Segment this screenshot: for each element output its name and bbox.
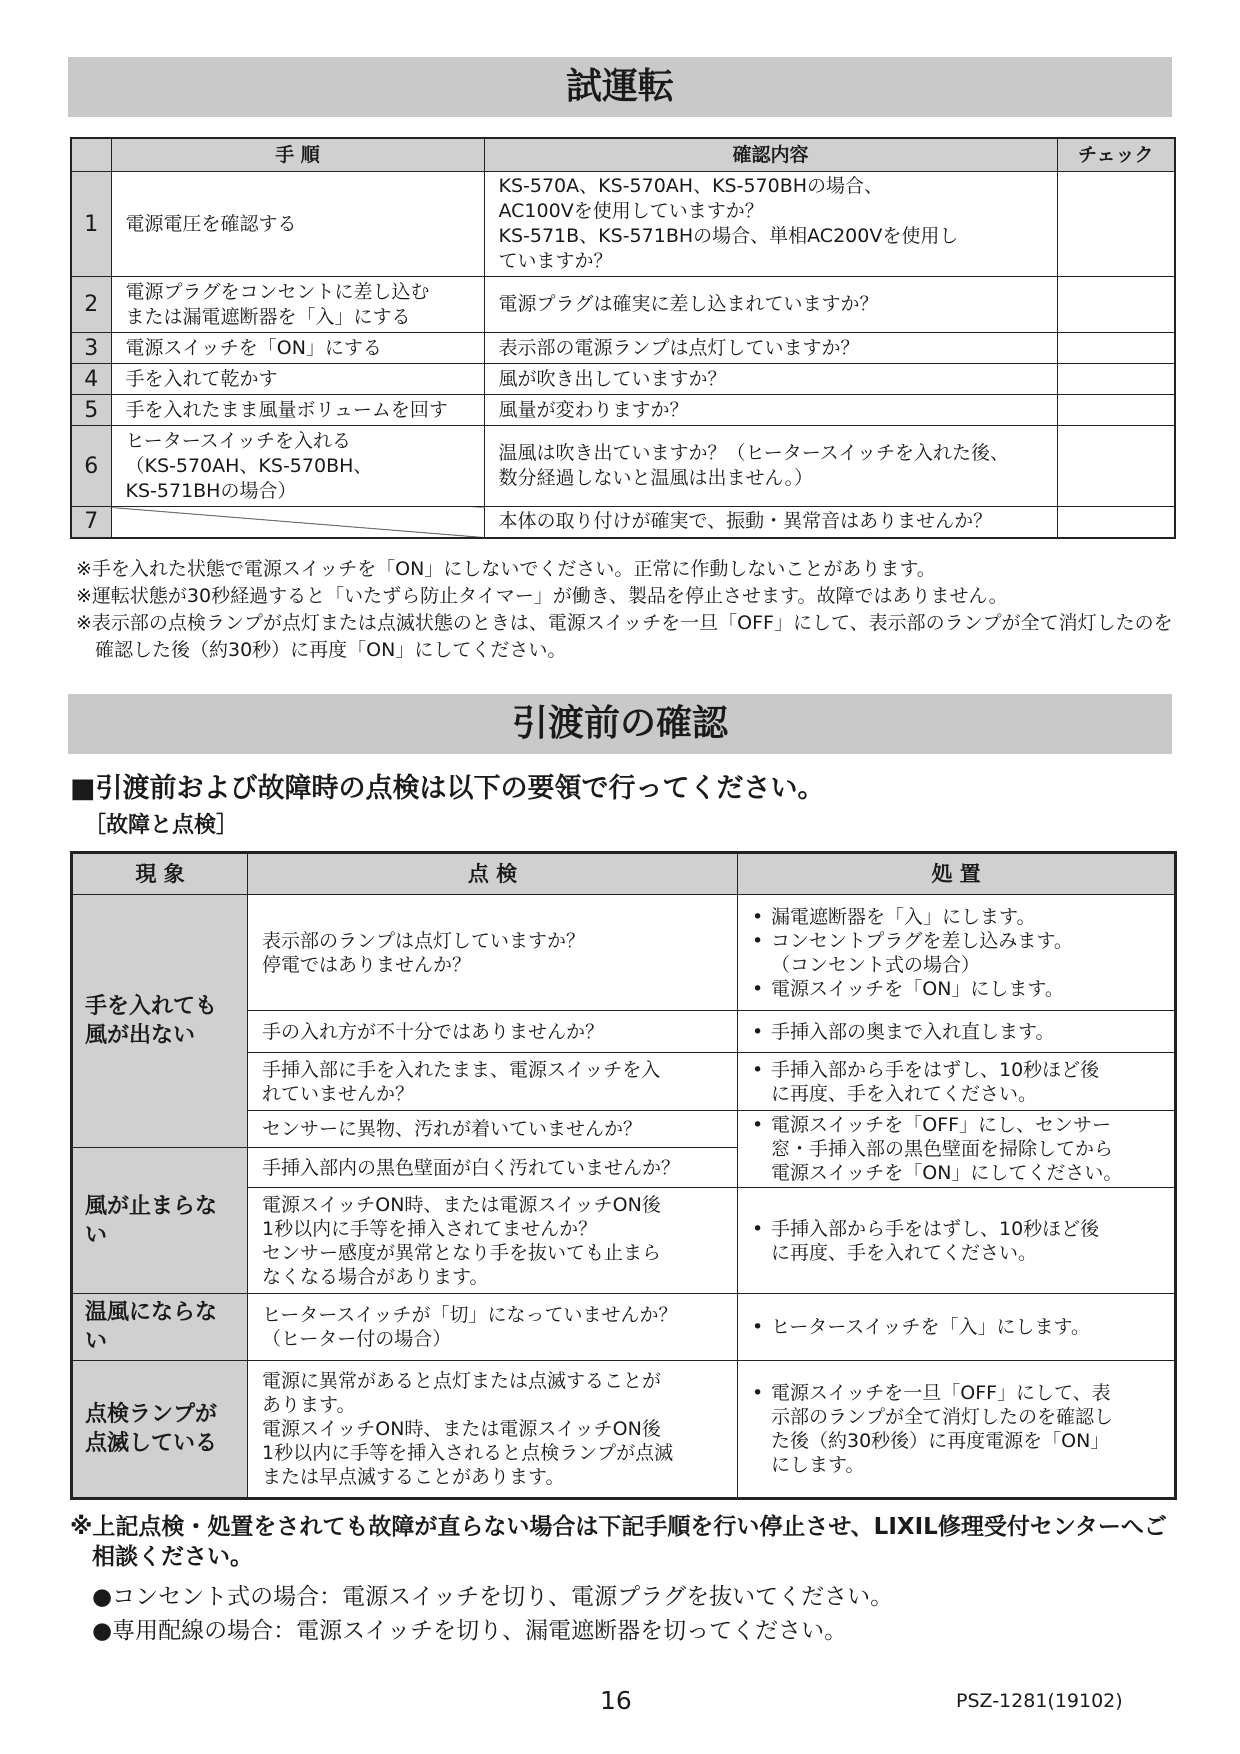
- confirmation-line: KS-570A、KS-570AH、KS-570BHの場合、: [498, 175, 884, 197]
- inspection-line: 電源スイッチON時、または電源スイッチON後: [262, 1418, 661, 1440]
- header-action: 処 置: [738, 853, 1176, 895]
- step-line: または漏電遮断器を「入」にする: [125, 305, 411, 328]
- inspection-line: 手挿入部内の黒色壁面が白く汚れていませんか？: [262, 1156, 681, 1179]
- confirmation-cell: [484, 426, 1057, 507]
- symptom-line: 手を入れても: [85, 994, 218, 1019]
- row-number: 2: [71, 277, 111, 333]
- header-inspection: 点 検: [248, 853, 738, 895]
- table-row: [71, 277, 1175, 333]
- confirmation-line: ていますか？: [498, 250, 613, 272]
- symptom-cell: [72, 1148, 248, 1294]
- inspection-line: あります。: [262, 1394, 356, 1416]
- action-bullet-cont: た後（約30秒後）に再度電源を「ON」: [771, 1430, 1110, 1452]
- confirmation-cell: [484, 172, 1057, 277]
- step-cell: [111, 277, 484, 333]
- row-number: 5: [71, 395, 111, 426]
- action-cell: [738, 1011, 1176, 1053]
- troubleshooting-table: [70, 851, 1177, 1500]
- table-row: [72, 1361, 1176, 1499]
- confirmation-line: 表示部の電源ランプは点灯していますか？: [498, 336, 860, 359]
- action-bullet-cont: （コンセント式の場合）: [771, 953, 981, 976]
- inspection-line: （ヒーター付の場合）: [262, 1328, 452, 1350]
- inspection-line: または早点滅することがあります。: [262, 1466, 565, 1488]
- step-cell: [111, 333, 484, 364]
- confirmation-line: 本体の取り付けが確実で、振動・異常音はありませんか？: [498, 510, 993, 533]
- check-box-cell[interactable]: [1057, 172, 1175, 277]
- confirmation-cell: [484, 395, 1057, 426]
- test-run-table: [70, 137, 1176, 539]
- action-bullet-cont: 窓・手挿入部の黒色壁面を掃除してから: [771, 1138, 1114, 1160]
- row-number: 4: [71, 364, 111, 395]
- confirmation-line: 数分経過しないと温風は出ません。）: [498, 467, 814, 489]
- inspection-line: 手の入れ方が不十分ではありませんか？: [262, 1020, 605, 1043]
- symptom-line: 点検ランプが: [85, 1402, 218, 1427]
- section-heading: ■引渡前および故障時の点検は以下の要領で行ってください。: [70, 773, 825, 804]
- inspection-cell: [248, 1011, 738, 1053]
- check-box-cell[interactable]: [1057, 333, 1175, 364]
- note: ※表示部の点検ランプが点灯または点滅状態のときは、電源スイッチを一旦「OFF」にして、表示部のランプが全て消灯したのを確認した後（約30秒）に再度「ON」にしてください。: [76, 612, 1173, 661]
- table-row: [71, 395, 1175, 426]
- inspection-line: 表示部のランプは点灯していますか？: [262, 929, 586, 952]
- header-blank: [71, 138, 111, 172]
- symptom-line: 点滅している: [85, 1431, 218, 1456]
- symptom-line: 風が止まらない: [85, 1193, 218, 1248]
- confirmation-line: 電源プラグは確実に差し込まれていますか？: [498, 293, 879, 315]
- table-header-row: [72, 853, 1176, 895]
- step-line: 電源プラグをコンセントに差し込む: [125, 280, 430, 303]
- check-box-cell[interactable]: [1057, 507, 1175, 538]
- action-bullet: • 電源スイッチを一旦「OFF」にして、表: [752, 1381, 1160, 1405]
- step-line: 手を入れて乾かす: [125, 367, 278, 390]
- action-bullet-cont: 電源スイッチを「ON」にしてください。: [771, 1162, 1123, 1184]
- action-bullet: • 電源スイッチを「OFF」にし、センサー: [752, 1113, 1160, 1137]
- final-note: ※上記点検・処置をされても故障が直らない場合は下記手順を行い停止させ、LIXIL修理受付センターへご相談ください。: [70, 1514, 1167, 1570]
- symptom-line: 温風にならない: [85, 1300, 218, 1354]
- row-number: 3: [71, 333, 111, 364]
- inspection-cell: [248, 1053, 738, 1111]
- page-number: 16: [600, 1686, 632, 1715]
- section-banner-pre-handover: 引渡前の確認: [68, 694, 1172, 754]
- action-bullet-cont: に再度、手を入れてください。: [771, 1082, 1038, 1105]
- action-bullet-cont: に再度、手を入れてください。: [771, 1241, 1038, 1264]
- confirmation-line: 風量が変わりますか？: [498, 398, 689, 421]
- action-bullet: • コンセントプラグを差し込みます。: [752, 929, 1160, 953]
- check-box-cell[interactable]: [1057, 395, 1175, 426]
- inspection-line: センサーに異物、汚れが着いていませんか？: [262, 1118, 643, 1140]
- inspection-line: なくなる場合があります。: [262, 1265, 489, 1288]
- symptom-cell: [72, 1361, 248, 1499]
- inspection-line: 1秒以内に手等を挿入されると点検ランプが点滅: [262, 1442, 674, 1464]
- check-box-cell[interactable]: [1057, 426, 1175, 507]
- inspection-line: センサー感度が異常となり手を抜いても止まら: [262, 1241, 662, 1264]
- inspection-line: 停電ではありませんか？: [262, 953, 472, 976]
- action-bullet: • 手挿入部から手をはずし、10秒ほど後: [752, 1217, 1160, 1241]
- action-bullet: • 手挿入部から手をはずし、10秒ほど後: [752, 1058, 1160, 1082]
- action-cell: [738, 1053, 1176, 1111]
- table-row: [71, 364, 1175, 395]
- inspection-line: ヒータースイッチが「切」になっていませんか？: [262, 1304, 678, 1326]
- table-row: [71, 426, 1175, 507]
- action-bullet-cont: にします。: [771, 1454, 865, 1476]
- inspection-cell: [248, 1361, 738, 1499]
- action-cell: [738, 1111, 1176, 1188]
- step-cell: [111, 364, 484, 395]
- confirmation-cell: [484, 364, 1057, 395]
- step-line: ヒータースイッチを入れる: [125, 429, 352, 452]
- inspection-line: 電源に異常があると点灯または点滅することが: [262, 1370, 662, 1392]
- header-step: 手 順: [111, 138, 484, 172]
- symptom-cell: [72, 895, 248, 1148]
- action-bullet: • 手挿入部の奥まで入れ直します。: [752, 1020, 1160, 1044]
- inspection-line: 電源スイッチON時、または電源スイッチON後: [262, 1193, 661, 1216]
- step-cell: [111, 426, 484, 507]
- symptom-cell: [72, 1294, 248, 1361]
- inspection-cell: [248, 1188, 738, 1294]
- table-row: [71, 507, 1175, 538]
- header-confirmation: 確認内容: [484, 138, 1057, 172]
- action-cell: [738, 1361, 1176, 1499]
- action-bullet: • 電源スイッチを「ON」にします。: [752, 977, 1160, 1001]
- confirmation-line: 風が吹き出していますか？: [498, 367, 727, 390]
- document-code: PSZ-1281(19102): [956, 1690, 1123, 1712]
- header-check: チェック: [1057, 138, 1175, 172]
- table-row: [71, 172, 1175, 277]
- inspection-line: 1秒以内に手等を挿入されてませんか？: [262, 1217, 598, 1240]
- step-line: KS-571BHの場合）: [125, 479, 297, 502]
- row-number: 6: [71, 426, 111, 507]
- table-header-row: [71, 138, 1175, 172]
- check-box-cell[interactable]: [1057, 364, 1175, 395]
- section-subheading: ［故障と点検］: [84, 813, 239, 838]
- step-cell: [111, 172, 484, 277]
- header-symptom: 現 象: [72, 853, 248, 895]
- confirmation-line: AC100Vを使用していますか？: [498, 200, 764, 222]
- row-number: 1: [71, 172, 111, 277]
- confirmation-cell: [484, 507, 1057, 538]
- step-line: （KS-570AH、KS-570BH、: [125, 454, 373, 477]
- table-row: [71, 333, 1175, 364]
- confirmation-line: 温風は吹き出ていますか？（ヒータースイッチを入れた後、: [498, 442, 1010, 464]
- confirmation-cell: [484, 277, 1057, 333]
- dedicated-wiring-instruction: ●専用配線の場合：電源スイッチを切り、漏電遮断器を切ってください。: [92, 1618, 848, 1644]
- inspection-cell: [248, 1111, 738, 1148]
- row-number: 7: [71, 507, 111, 538]
- action-bullet-cont: 示部のランプが全て消灯したのを確認し: [771, 1406, 1114, 1428]
- inspection-cell: [248, 1148, 738, 1188]
- action-cell: [738, 1294, 1176, 1361]
- action-cell: [738, 1188, 1176, 1294]
- symptom-line: 風が出ない: [85, 1023, 196, 1048]
- outlet-type-instruction: ●コンセント式の場合：電源スイッチを切り、電源プラグを抜いてください。: [92, 1584, 894, 1610]
- test-run-notes: [76, 556, 1176, 664]
- table-row: [72, 1294, 1176, 1361]
- step-line: 電源電圧を確認する: [125, 212, 297, 235]
- step-cell: [111, 395, 484, 426]
- step-line: 手を入れたまま風量ボリュームを回す: [125, 398, 448, 421]
- confirmation-line: KS-571B、KS-571BHの場合、単相AC200Vを使用し: [498, 225, 959, 247]
- table-row: [72, 895, 1176, 1011]
- inspection-cell: [248, 895, 738, 1011]
- inspection-line: 手挿入部に手を入れたまま、電源スイッチを入: [262, 1058, 661, 1081]
- confirmation-cell: [484, 333, 1057, 364]
- action-bullet: • 漏電遮断器を「入」にします。: [752, 905, 1160, 929]
- step-line: 電源スイッチを「ON」にする: [125, 336, 382, 359]
- note: ※手を入れた状態で電源スイッチを「ON」にしないでください。正常に作動しないことがあります。: [76, 558, 936, 580]
- inspection-line: れていませんか？: [262, 1082, 415, 1105]
- step-cell-empty: [111, 507, 484, 538]
- check-box-cell[interactable]: [1057, 277, 1175, 333]
- action-bullet: • ヒータースイッチを「入」にします。: [752, 1315, 1160, 1339]
- section-banner-test-run: 試運転: [68, 57, 1172, 117]
- note: ※運転状態が30秒経過すると「いたずら防止タイマー」が働き、製品を停止させます。故障ではありません。: [76, 585, 1008, 607]
- action-cell: [738, 895, 1176, 1011]
- inspection-cell: [248, 1294, 738, 1361]
